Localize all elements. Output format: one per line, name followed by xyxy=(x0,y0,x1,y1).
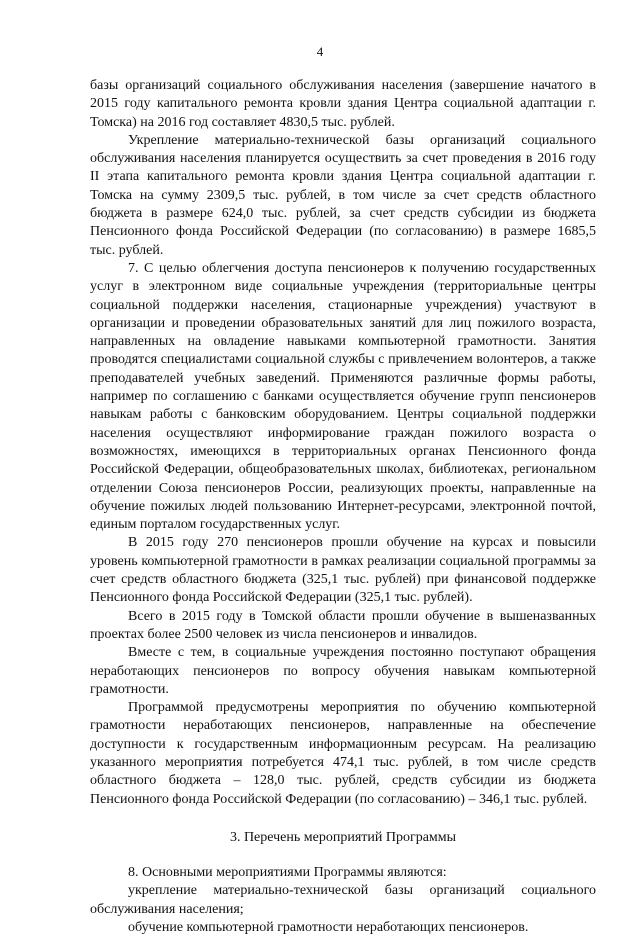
paragraph-8: 8. Основными мероприятиями Программы являются: xyxy=(128,865,447,881)
section-heading: 3. Перечень мероприятий Программы xyxy=(229,829,457,845)
paragraph-5: Всего в 2015 году в Томской области прошли обучение в вышеназванных проектах более 2500 человек из числа пенсионеров и инвалидов. xyxy=(90,608,596,642)
paragraph-3: 7. С целью облегчения доступа пенсионеров к получению государственных услуг в электронном виде социальные учреждения (территориальные центры социальной поддержки населения, стационарные учреждения) участвуют в организации и проведении образовательных занятий для лиц пожилого возраста, направленных на овладение навыками компьютерной грамотности. Занятия проводятся специалистами социальной службы с привлечением волонтеров, а также преподавателей учебных заведений. Применяются различные формы работы, например по соглашению с банками осуществляется обучение групп пенсионеров навыкам работы с банковским оборудованием. Центры социальной поддержки населения осуществляют информирование граждан пожилого возраста о возможностях, имеющихся в территориальных органах Пенсионного фонда Российской Федерации, общеобразовательных школах, библиотеках, региональном отделении Союза пенсионеров России, реализующих проекты, направленные на обучение пожилых людей пользованию Интернет-ресурсами, электронной почтой, единым порталом государственных услуг. xyxy=(90,260,596,533)
paragraph-6: Вместе с тем, в социальные учреждения постоянно поступают обращения неработающих пенсионеров по вопросу обучения навыкам компьютерной грамотности. xyxy=(90,645,596,697)
paragraph-1: базы организаций социального обслуживания населения (завершение начатого в 2015 году капитального ремонта кровли здания Центра социальной адаптации г. Томска) на 2016 год составляет 4830,5 тыс. рублей. xyxy=(90,78,596,130)
paragraph-9: укрепление материально-технической базы организаций социального обслуживания населения; xyxy=(90,883,596,917)
document-body xyxy=(90,77,596,937)
page-number: 4 xyxy=(316,44,324,59)
paragraph-2: Укрепление материально-технической базы организаций социального обслуживания населения планируется осуществить за счет проведения в 2016 году II этапа капитального ремонта кровли здания Центра социальной адаптации г. Томска на сумму 2309,5 тыс. рублей, в том числе за счет средств областного бюджета в размере 624,0 тыс. рублей, за счет средств субсидии из бюджета Пенсионного фонда Российской Федерации (по согласованию) в размере 1685,5 тыс. рублей. xyxy=(90,132,596,258)
paragraph-4: В 2015 году 270 пенсионеров прошли обучение на курсах и повысили уровень компьютерной грамотности в рамках реализации социальной программы за счет средств областного бюджета (325,1 тыс. рублей) при финансовой поддержке Пенсионного фонда Российской Федерации (325,1 тыс. рублей). xyxy=(90,535,596,606)
paragraph-10: обучение компьютерной грамотности неработающих пенсионеров. xyxy=(128,920,529,936)
paragraph-7: Программой предусмотрены мероприятия по обучению компьютерной грамотности неработающих пенсионеров, направленные на обеспечение доступности к государственным информационным ресурсам. На реализацию указанного мероприятия потребуется 474,1 тыс. рублей, в том числе средств областного бюджета – 128,0 тыс. рублей, средств субсидии из бюджета Пенсионного фонда Российской Федерации (по согласованию) – 346,1 тыс. рублей. xyxy=(90,700,596,807)
